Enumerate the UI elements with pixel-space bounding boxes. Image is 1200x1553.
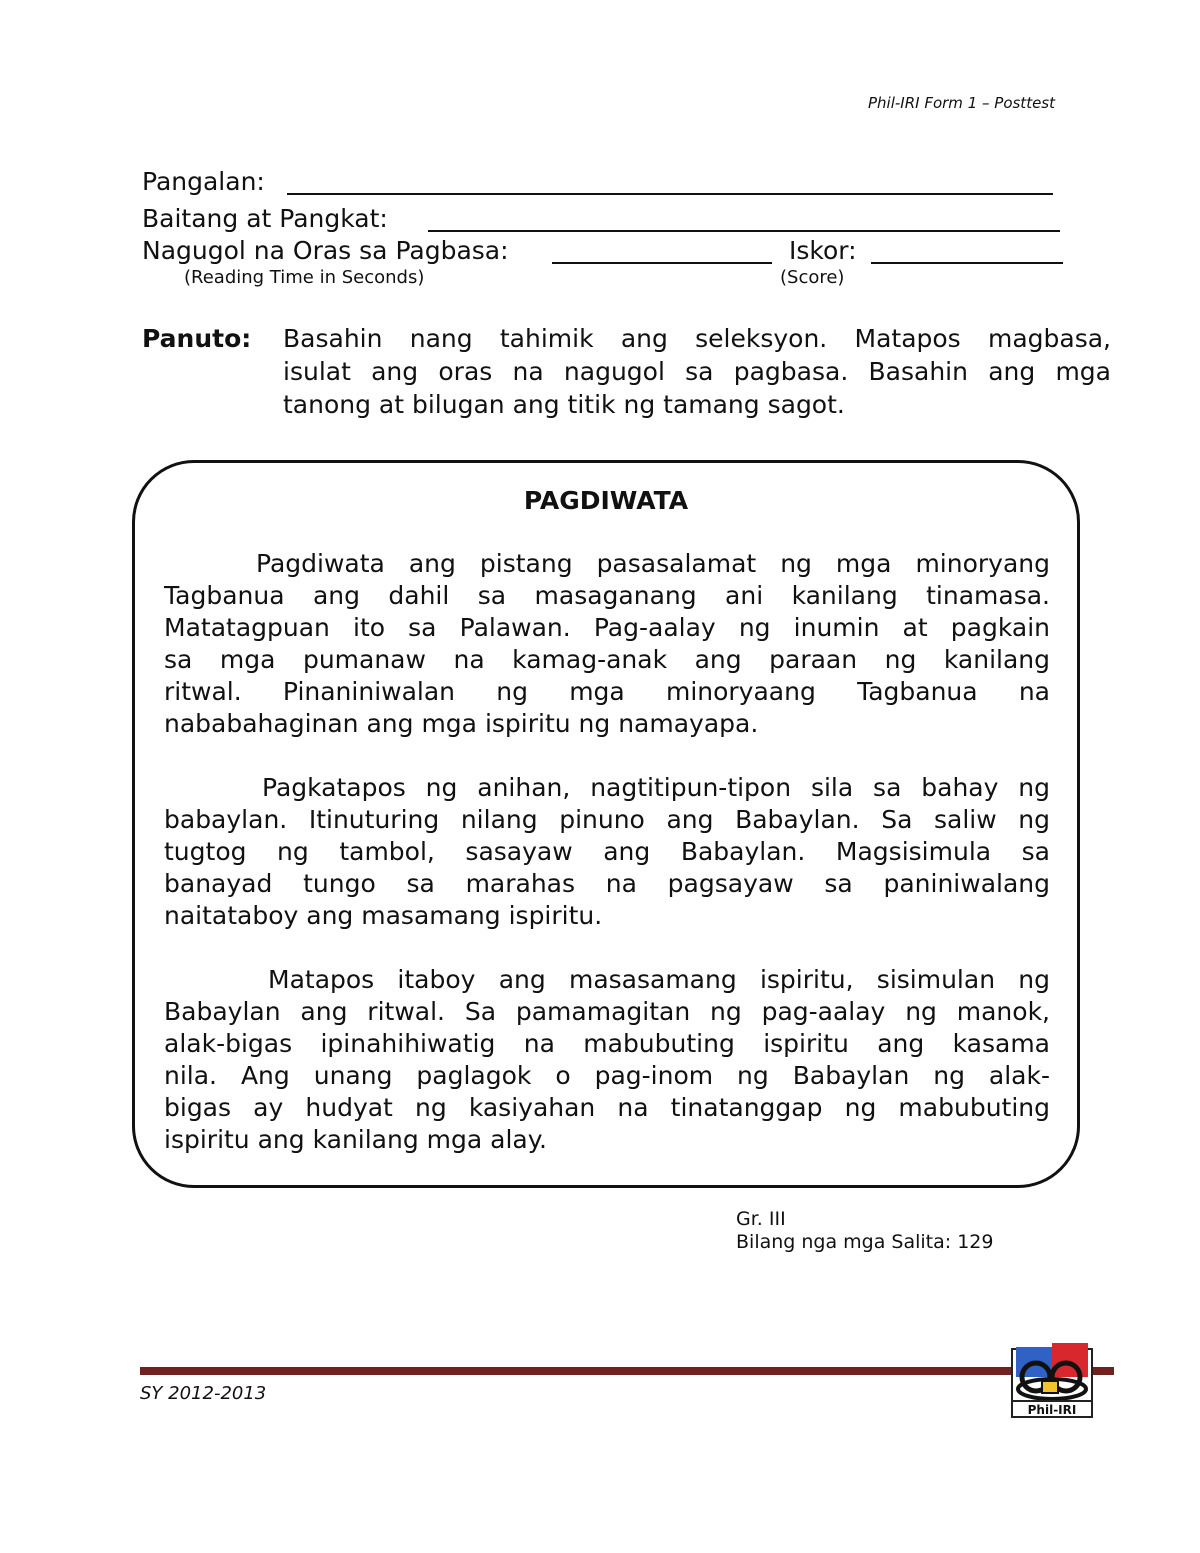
- baitang-label: Baitang at Pangkat:: [142, 204, 388, 233]
- word-count: Bilang nga mga Salita: 129: [736, 1231, 994, 1253]
- panuto-line: tanong at bilugan ang titik ng tamang sagot.: [283, 390, 845, 419]
- story-line: ispiritu ang kanilang mga alay.: [164, 1125, 547, 1154]
- story-paragraph: [164, 772, 1050, 932]
- iskor-line[interactable]: [871, 262, 1063, 264]
- oras-label: Nagugol na Oras sa Pagbasa:: [142, 236, 509, 265]
- logo-text: Phil-IRI: [1027, 1403, 1077, 1417]
- story-paragraph: [164, 548, 1050, 740]
- story-line: bigas ay hudyat ng kasiyahan na tinatanggap ng mabubuting: [164, 1093, 1050, 1122]
- panuto-line: Basahin nang tahimik ang seleksyon. Matapos magbasa,: [283, 324, 1111, 353]
- story-line: nababahaginan ang mga ispiritu ng namayapa.: [164, 709, 759, 738]
- story-line: Pagdiwata ang pistang pasasalamat ng mga minoryang: [256, 549, 1050, 578]
- iskor-sublabel: (Score): [780, 267, 845, 288]
- phil-iri-logo-icon: [1008, 1343, 1096, 1421]
- oras-line[interactable]: [552, 262, 772, 264]
- pangalan-line[interactable]: [287, 193, 1053, 195]
- story-line: nila. Ang unang paglagok o pag-inom ng Babaylan ng alak-: [164, 1061, 1050, 1090]
- story-line: Babaylan ang ritwal. Sa pamamagitan ng pag-aalay ng manok,: [164, 997, 1050, 1026]
- story-line: sa mga pumanaw na kamag-anak ang paraan ng kanilang: [164, 645, 1050, 674]
- pangalan-label: Pangalan:: [142, 167, 265, 196]
- footer-bar: [140, 1367, 1114, 1375]
- story-line: Pagkatapos ng anihan, nagtitipun-tipon sila sa bahay ng: [262, 773, 1050, 802]
- story-line: babaylan. Itinuturing nilang pinuno ang Babaylan. Sa saliw ng: [164, 805, 1050, 834]
- story-line: tugtog ng tambol, sasayaw ang Babaylan. Magsisimula sa: [164, 837, 1050, 866]
- story-line: naitataboy ang masamang ispiritu.: [164, 901, 603, 930]
- grade-level: Gr. III: [736, 1208, 786, 1230]
- form-title: Phil-IRI Form 1 – Posttest: [868, 94, 1055, 112]
- panuto-line: isulat ang oras na nagugol sa pagbasa. Basahin ang mga: [283, 357, 1111, 386]
- story-line: ritwal. Pinaniniwalan ng mga minoryaang Tagbanua na: [164, 677, 1050, 706]
- story-line: banayad tungo sa marahas na pagsayaw sa paniniwalang: [164, 869, 1050, 898]
- oras-sublabel: (Reading Time in Seconds): [184, 267, 425, 288]
- story-body: [164, 548, 1050, 1188]
- panuto-label: Panuto:: [142, 324, 252, 353]
- story-title: PAGDIWATA: [523, 486, 689, 515]
- story-line: Tagbanua ang dahil sa masaganang ani kanilang tinamasa.: [164, 581, 1050, 610]
- baitang-line[interactable]: [428, 230, 1060, 232]
- story-line: Matapos itaboy ang masasamang ispiritu, sisimulan ng: [268, 965, 1050, 994]
- story-line: Matatagpuan ito sa Palawan. Pag-aalay ng inumin at pagkain: [164, 613, 1050, 642]
- story-paragraph: [164, 964, 1050, 1156]
- story-line: alak-bigas ipinahihiwatig na mabubuting ispiritu ang kasama: [164, 1029, 1050, 1058]
- iskor-label: Iskor:: [789, 236, 857, 265]
- panuto-text: [283, 322, 1111, 421]
- school-year: SY 2012-2013: [140, 1383, 267, 1404]
